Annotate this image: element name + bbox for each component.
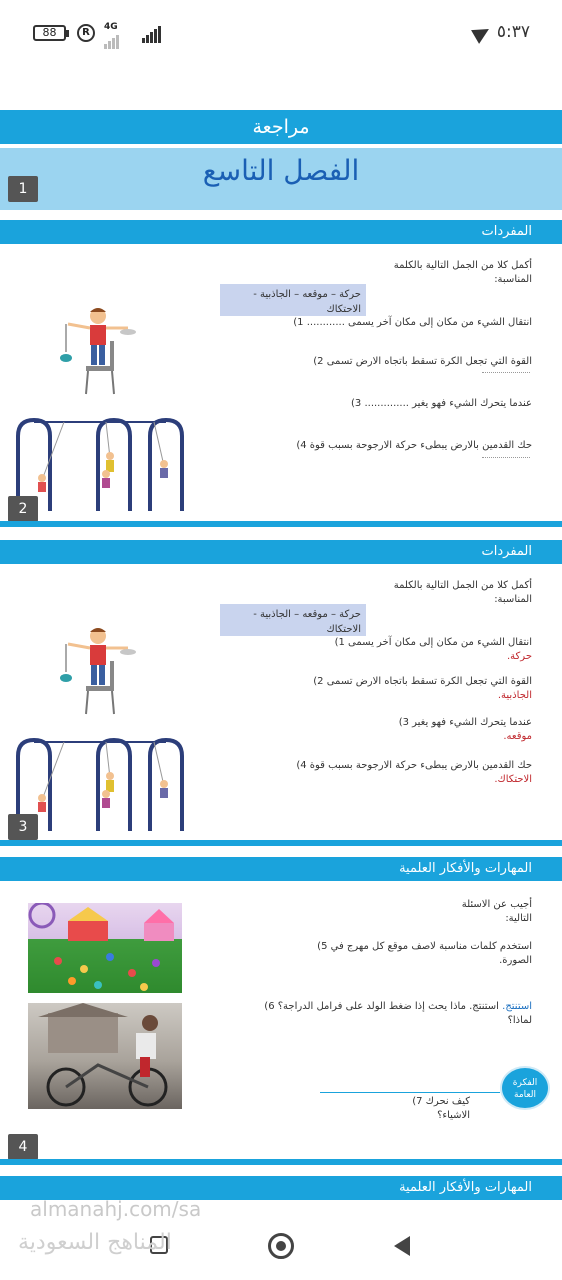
section-header: المفردات [0,220,562,244]
instruction-line1: أكمل كلا من الجمل التالية بالكلمة [393,580,532,591]
answer-blank-4 [482,457,530,458]
instruction-line2: المناسبة: [494,274,532,285]
main-idea-bubble [500,1066,550,1110]
word-bank-line2: الاحتكاك [326,304,361,315]
clock: ٥:٣٧ [496,22,530,42]
status-bar [0,0,562,66]
question-3: عندما يتحرك الشيء فهو يغير 3) [398,717,532,728]
banner: مراجعة [0,110,562,144]
registered-icon: R [77,24,95,42]
bubble-line2: العامة [514,1090,536,1100]
slide-bottom-bar [0,1159,562,1165]
question-2: القوة التي تجعل الكرة تسقط باتجاه الارض تسمى 2) [313,676,532,687]
word-bank-line2: الاحتكاك [326,624,361,635]
slide-2[interactable] [0,218,562,528]
slide-3[interactable] [0,538,562,848]
slide-4[interactable] [0,855,562,1167]
question-3: عندما يتحرك الشيء فهو يغير .............. 3) [351,398,532,409]
answer-3: موقعه. [503,731,532,742]
slide-bottom-bar [0,840,562,846]
watermark-brand: المناهج السعودية [18,1230,172,1255]
slide-number: 2 [8,496,38,522]
slide-number: 1 [8,176,38,202]
section-header: المهارات والأفكار العلمية [0,1176,562,1200]
question-5-line2: الصورة. [499,955,532,966]
signal-icon-2 [142,24,162,42]
word-bank [220,604,366,636]
home-button[interactable] [268,1233,294,1259]
slide-number: 4 [8,1134,38,1160]
bubble-line1: الفكرة [512,1078,538,1088]
question-6-line2: لماذا؟ [507,1015,532,1026]
question-6-line1: استنتج. استنتج. ماذا يحث إذا ضغط الولد على فرامل الدراجة؟ 6) [264,1001,532,1012]
slide-bottom-bar [0,521,562,527]
carnival-image [28,903,182,993]
chapter-title: الفصل التاسع [202,154,360,187]
battery-level: 88 [42,26,57,39]
word-bank-line1: حركة – موقعه – الجاذبية - [253,289,361,300]
network-type: 4G [104,22,118,32]
instruction-line2: التالية: [505,913,532,924]
slide-1[interactable] [0,108,562,214]
question-7-line1: كيف نحرك 7) [412,1096,470,1107]
instruction-line1: أجيب عن الاسئلة [461,899,532,910]
swing-set-image [14,736,184,831]
battery-icon [33,25,66,41]
telegram-icon [471,22,493,44]
word-bank-line1: حركة – موقعه – الجاذبية - [253,609,361,620]
watermark-url: almanahj.com/sa [30,1197,202,1221]
instruction-line1: أكمل كلا من الجمل التالية بالكلمة [393,260,532,271]
answer-1: حركة. [507,651,532,662]
question-6-text: استنتج. ماذا يحث إذا ضغط الولد على فرامل الدراجة؟ 6) [264,1001,499,1012]
question-4: حك القدمين بالارض يبطىء حركة الارجوحة بسبب قوة 4) [296,440,532,451]
question-1: انتقال الشيء من مكان إلى مكان آخر يسمى ............ 1) [293,317,532,328]
section-header: المهارات والأفكار العلمية [0,857,562,881]
word-bank [220,284,366,316]
question-2: القوة التي تجعل الكرة تسقط باتجاه الارض تسمى 2) [313,356,532,367]
slide-number: 3 [8,814,38,840]
bicycle-image [28,1003,182,1109]
instruction-line2: المناسبة: [494,594,532,605]
answer-2: الجاذبية. [497,690,532,701]
swing-set-image [14,416,184,511]
back-button[interactable] [394,1236,410,1256]
answer-blank-2 [482,372,530,373]
divider-line [320,1092,500,1093]
answer-4: الاحتكاك. [494,774,532,785]
question-7-line2: الاشياء؟ [437,1110,470,1121]
question-1: انتقال الشيء من مكان إلى مكان آخر يسمى 1) [334,637,532,648]
question-5-line1: استخدم كلمات مناسبة لاصف موقع كل مهرج في 5) [317,941,532,952]
kid-pendulum-image [58,306,138,396]
signal-icon-1 [104,30,120,48]
question-4: حك القدمين بالارض يبطىء حركة الارجوحة بسبب قوة 4) [296,760,532,771]
title-band [0,148,562,210]
kid-pendulum-image [58,626,138,716]
section-header: المفردات [0,540,562,564]
home-dot-icon [276,1241,286,1251]
